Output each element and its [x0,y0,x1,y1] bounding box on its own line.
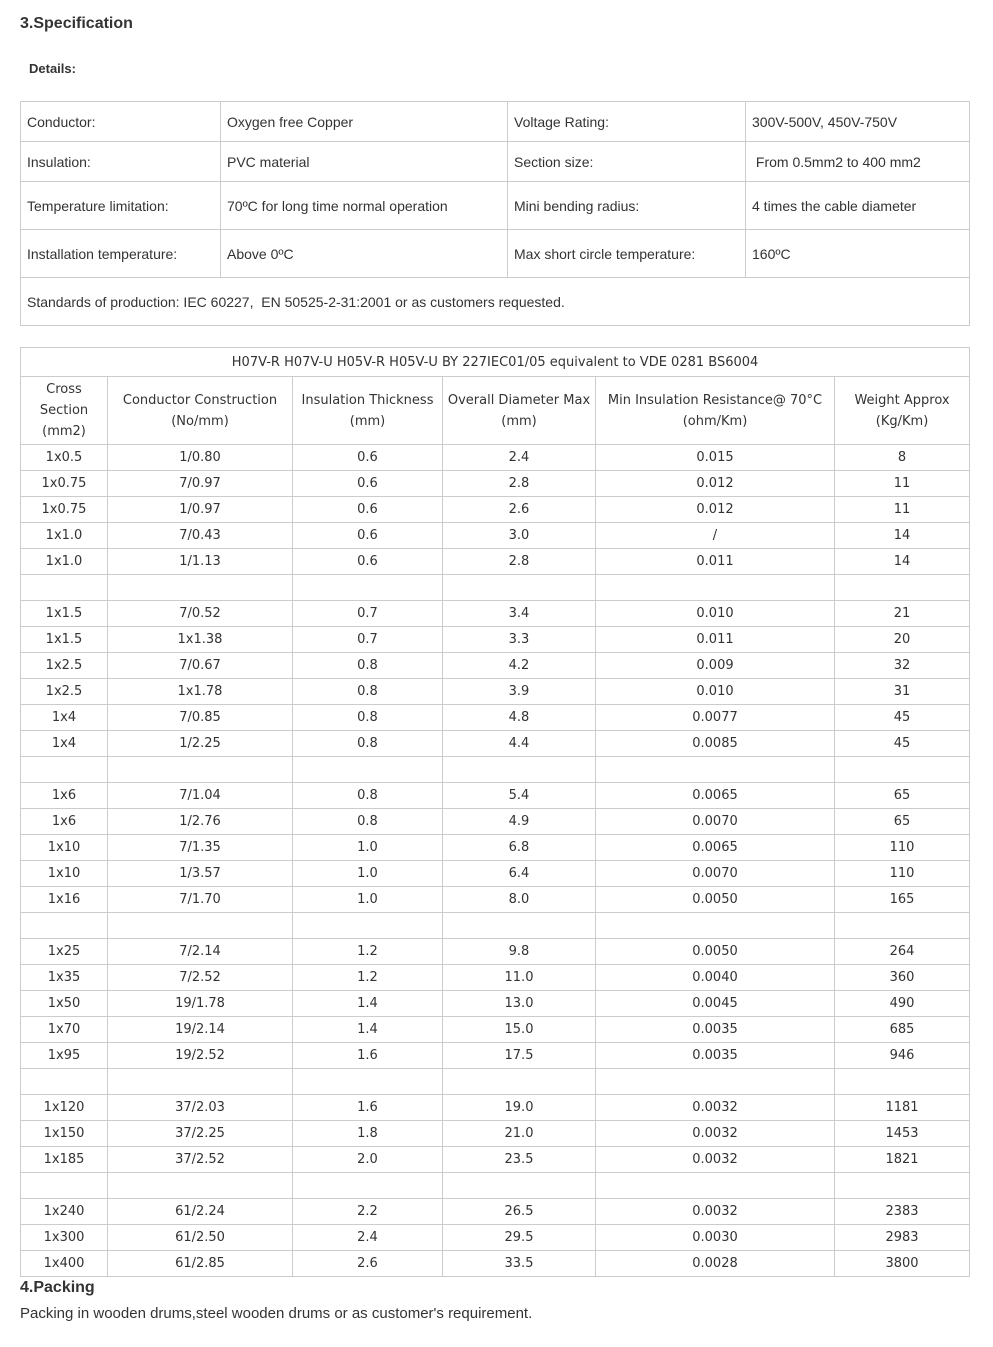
insulation-thickness-cell: 0.8 [293,653,443,679]
cross-section-cell: 1x4 [21,731,108,757]
insulation-thickness-cell: 1.2 [293,965,443,991]
overall-diameter-cell: 3.3 [443,627,596,653]
min-insulation-resistance-cell: 0.0028 [596,1251,835,1277]
spec-row [21,627,970,653]
spec-row [21,1043,970,1069]
min-insulation-resistance-cell: 0.010 [596,601,835,627]
standards-text: Standards of production: IEC 60227, EN 50525-2-31:2001 or as customers requested. [21,278,970,326]
min-insulation-resistance-cell: 0.009 [596,653,835,679]
empty-cell [835,757,970,783]
overall-diameter-cell: 2.4 [443,445,596,471]
cross-section-cell: 1x10 [21,835,108,861]
weight-cell: 20 [835,627,970,653]
insulation-thickness-cell: 2.0 [293,1147,443,1173]
insulation-thickness-cell: 1.2 [293,939,443,965]
min-insulation-resistance-cell: 0.0065 [596,783,835,809]
min-insulation-resistance-cell: 0.0070 [596,861,835,887]
min-insulation-resistance-cell: 0.0045 [596,991,835,1017]
spec-row [21,835,970,861]
spec-row [21,731,970,757]
weight-cell: 110 [835,835,970,861]
conductor-construction-cell: 1x1.78 [108,679,293,705]
empty-cell [835,575,970,601]
spec-row [21,887,970,913]
spec-row [21,965,970,991]
empty-cell [596,575,835,601]
conductor-construction-cell: 19/1.78 [108,991,293,1017]
cross-section-cell: 1x400 [21,1251,108,1277]
temperature-limitation-value: 70ºC for long time normal operation [221,182,508,230]
overall-diameter-cell: 2.8 [443,471,596,497]
weight-cell: 14 [835,523,970,549]
weight-cell: 3800 [835,1251,970,1277]
insulation-thickness-cell: 1.8 [293,1121,443,1147]
overall-diameter-cell: 3.9 [443,679,596,705]
min-insulation-resistance-cell: 0.0030 [596,1225,835,1251]
cross-section-cell: 1x0.75 [21,471,108,497]
conductor-construction-cell: 7/0.52 [108,601,293,627]
weight-cell: 1821 [835,1147,970,1173]
min-insulation-resistance-cell: 0.011 [596,549,835,575]
min-insulation-resistance-cell: 0.012 [596,471,835,497]
conductor-construction-cell: 1x1.38 [108,627,293,653]
spec-row [21,549,970,575]
weight-cell: 165 [835,887,970,913]
empty-cell [21,913,108,939]
min-insulation-resistance-cell: 0.0035 [596,1017,835,1043]
header-weight: Weight Approx (Kg/Km) [835,377,970,445]
empty-cell [21,757,108,783]
weight-cell: 110 [835,861,970,887]
overall-diameter-cell: 5.4 [443,783,596,809]
conductor-construction-cell: 1/0.97 [108,497,293,523]
min-insulation-resistance-cell: 0.0077 [596,705,835,731]
weight-cell: 2383 [835,1199,970,1225]
weight-cell: 45 [835,731,970,757]
insulation-thickness-cell: 1.4 [293,1017,443,1043]
section-size-value: From 0.5mm2 to 400 mm2 [746,142,970,182]
empty-cell [293,575,443,601]
spec-table [20,347,970,1277]
insulation-thickness-cell: 0.6 [293,471,443,497]
conductor-construction-cell: 1/2.76 [108,809,293,835]
header-insulation-thickness: Insulation Thickness (mm) [293,377,443,445]
overall-diameter-cell: 3.4 [443,601,596,627]
weight-cell: 14 [835,549,970,575]
overall-diameter-cell: 4.2 [443,653,596,679]
empty-cell [596,1173,835,1199]
overall-diameter-cell: 6.4 [443,861,596,887]
cross-section-cell: 1x16 [21,887,108,913]
details-row [21,182,970,230]
spec-row [21,1147,970,1173]
empty-cell [443,575,596,601]
spec-caption-row [21,348,970,377]
spec-row [21,705,970,731]
min-insulation-resistance-cell: 0.0040 [596,965,835,991]
weight-cell: 11 [835,497,970,523]
min-insulation-resistance-cell: 0.0070 [596,809,835,835]
weight-cell: 45 [835,705,970,731]
packing-title: 4.Packing [20,1279,95,1296]
overall-diameter-cell: 9.8 [443,939,596,965]
min-insulation-resistance-cell: 0.0050 [596,887,835,913]
cross-section-cell: 1x150 [21,1121,108,1147]
min-insulation-resistance-cell: 0.0050 [596,939,835,965]
spec-spacer-row [21,575,970,601]
insulation-thickness-cell: 0.8 [293,783,443,809]
min-insulation-resistance-cell: / [596,523,835,549]
conductor-construction-cell: 61/2.24 [108,1199,293,1225]
details-row [21,142,970,182]
spec-spacer-row [21,1069,970,1095]
header-conductor-construction: Conductor Construction (No/mm) [108,377,293,445]
insulation-thickness-cell: 1.0 [293,861,443,887]
conductor-construction-cell: 61/2.85 [108,1251,293,1277]
cross-section-cell: 1x240 [21,1199,108,1225]
spec-body [21,445,970,1277]
overall-diameter-cell: 2.8 [443,549,596,575]
spec-row [21,1251,970,1277]
insulation-thickness-cell: 1.6 [293,1043,443,1069]
spec-row [21,1017,970,1043]
empty-cell [108,1069,293,1095]
cross-section-cell: 1x25 [21,939,108,965]
empty-cell [21,1069,108,1095]
min-insulation-resistance-cell: 0.0065 [596,835,835,861]
cross-section-cell: 1x1.5 [21,627,108,653]
overall-diameter-cell: 19.0 [443,1095,596,1121]
weight-cell: 490 [835,991,970,1017]
conductor-construction-cell: 61/2.50 [108,1225,293,1251]
conductor-construction-cell: 1/2.25 [108,731,293,757]
conductor-construction-cell: 37/2.03 [108,1095,293,1121]
cross-section-cell: 1x70 [21,1017,108,1043]
overall-diameter-cell: 4.9 [443,809,596,835]
header-overall-diameter: Overall Diameter Max (mm) [443,377,596,445]
header-min-insulation-resistance: Min Insulation Resistance@ 70°C (ohm/Km) [596,377,835,445]
spec-row [21,1095,970,1121]
spec-row [21,523,970,549]
details-table [20,101,970,326]
temperature-limitation-label: Temperature limitation: [21,182,221,230]
weight-cell: 2983 [835,1225,970,1251]
insulation-thickness-cell: 0.7 [293,601,443,627]
cross-section-cell: 1x185 [21,1147,108,1173]
conductor-label: Conductor: [21,102,221,142]
short-circle-label: Max short circle temperature: [508,230,746,278]
overall-diameter-cell: 3.0 [443,523,596,549]
overall-diameter-cell: 6.8 [443,835,596,861]
overall-diameter-cell: 17.5 [443,1043,596,1069]
conductor-construction-cell: 7/0.67 [108,653,293,679]
short-circle-value: 160ºC [746,230,970,278]
conductor-construction-cell: 19/2.52 [108,1043,293,1069]
overall-diameter-cell: 29.5 [443,1225,596,1251]
insulation-thickness-cell: 0.6 [293,497,443,523]
insulation-thickness-cell: 0.6 [293,549,443,575]
voltage-value: 300V-500V, 450V-750V [746,102,970,142]
weight-cell: 11 [835,471,970,497]
weight-cell: 65 [835,809,970,835]
insulation-thickness-cell: 2.6 [293,1251,443,1277]
empty-cell [443,757,596,783]
empty-cell [293,1173,443,1199]
insulation-thickness-cell: 2.2 [293,1199,443,1225]
bending-radius-value: 4 times the cable diameter [746,182,970,230]
details-row [21,102,970,142]
cross-section-cell: 1x2.5 [21,679,108,705]
overall-diameter-cell: 26.5 [443,1199,596,1225]
overall-diameter-cell: 33.5 [443,1251,596,1277]
insulation-thickness-cell: 0.8 [293,809,443,835]
cross-section-cell: 1x1.5 [21,601,108,627]
min-insulation-resistance-cell: 0.0035 [596,1043,835,1069]
insulation-thickness-cell: 1.6 [293,1095,443,1121]
insulation-thickness-cell: 0.7 [293,627,443,653]
weight-cell: 685 [835,1017,970,1043]
overall-diameter-cell: 21.0 [443,1121,596,1147]
empty-cell [21,1173,108,1199]
cross-section-cell: 1x6 [21,783,108,809]
overall-diameter-cell: 15.0 [443,1017,596,1043]
conductor-construction-cell: 1/1.13 [108,549,293,575]
empty-cell [443,1173,596,1199]
min-insulation-resistance-cell: 0.015 [596,445,835,471]
empty-cell [21,575,108,601]
overall-diameter-cell: 11.0 [443,965,596,991]
spec-row [21,679,970,705]
cross-section-cell: 1x95 [21,1043,108,1069]
conductor-construction-cell: 7/1.35 [108,835,293,861]
empty-cell [293,1069,443,1095]
spec-spacer-row [21,757,970,783]
cross-section-cell: 1x50 [21,991,108,1017]
bending-radius-label: Mini bending radius: [508,182,746,230]
insulation-thickness-cell: 1.0 [293,887,443,913]
empty-cell [596,913,835,939]
weight-cell: 264 [835,939,970,965]
weight-cell: 1181 [835,1095,970,1121]
spec-spacer-row [21,1173,970,1199]
cross-section-cell: 1x120 [21,1095,108,1121]
insulation-value: PVC material [221,142,508,182]
spec-row [21,1199,970,1225]
overall-diameter-cell: 4.8 [443,705,596,731]
installation-temperature-label: Installation temperature: [21,230,221,278]
conductor-construction-cell: 1/3.57 [108,861,293,887]
insulation-thickness-cell: 0.8 [293,705,443,731]
spec-row [21,939,970,965]
cross-section-cell: 1x1.0 [21,523,108,549]
min-insulation-resistance-cell: 0.0032 [596,1095,835,1121]
min-insulation-resistance-cell: 0.0032 [596,1121,835,1147]
voltage-label: Voltage Rating: [508,102,746,142]
spec-row [21,601,970,627]
empty-cell [443,1069,596,1095]
spec-caption: H07V-R H07V-U H05V-R H05V-U BY 227IEC01/05 equivalent to VDE 0281 BS6004 [21,348,970,377]
min-insulation-resistance-cell: 0.010 [596,679,835,705]
installation-temperature-value: Above 0ºC [221,230,508,278]
insulation-thickness-cell: 2.4 [293,1225,443,1251]
min-insulation-resistance-cell: 0.012 [596,497,835,523]
spec-row [21,783,970,809]
empty-cell [835,1069,970,1095]
cross-section-cell: 1x4 [21,705,108,731]
insulation-thickness-cell: 0.6 [293,523,443,549]
spec-row [21,809,970,835]
empty-cell [835,1173,970,1199]
insulation-thickness-cell: 0.6 [293,445,443,471]
empty-cell [108,913,293,939]
weight-cell: 946 [835,1043,970,1069]
spec-row [21,1225,970,1251]
conductor-construction-cell: 37/2.25 [108,1121,293,1147]
min-insulation-resistance-cell: 0.011 [596,627,835,653]
min-insulation-resistance-cell: 0.0032 [596,1147,835,1173]
conductor-construction-cell: 7/1.04 [108,783,293,809]
conductor-value: Oxygen free Copper [221,102,508,142]
overall-diameter-cell: 4.4 [443,731,596,757]
spec-row [21,653,970,679]
empty-cell [108,1173,293,1199]
insulation-thickness-cell: 0.8 [293,731,443,757]
empty-cell [293,913,443,939]
overall-diameter-cell: 2.6 [443,497,596,523]
empty-cell [108,757,293,783]
insulation-thickness-cell: 0.8 [293,679,443,705]
overall-diameter-cell: 8.0 [443,887,596,913]
conductor-construction-cell: 7/0.97 [108,471,293,497]
insulation-thickness-cell: 1.0 [293,835,443,861]
spec-row [21,1121,970,1147]
conductor-construction-cell: 7/0.43 [108,523,293,549]
weight-cell: 31 [835,679,970,705]
spec-header-row [21,377,970,445]
empty-cell [596,1069,835,1095]
details-label: Details: [29,61,76,76]
conductor-construction-cell: 19/2.14 [108,1017,293,1043]
overall-diameter-cell: 23.5 [443,1147,596,1173]
details-row [21,230,970,278]
conductor-construction-cell: 7/2.52 [108,965,293,991]
overall-diameter-cell: 13.0 [443,991,596,1017]
spec-row [21,991,970,1017]
cross-section-cell: 1x35 [21,965,108,991]
spec-row [21,471,970,497]
conductor-construction-cell: 7/2.14 [108,939,293,965]
empty-cell [108,575,293,601]
spec-spacer-row [21,913,970,939]
section-size-label: Section size: [508,142,746,182]
packing-text: Packing in wooden drums,steel wooden drums or as customer's requirement. [20,1305,533,1322]
conductor-construction-cell: 1/0.80 [108,445,293,471]
conductor-construction-cell: 7/0.85 [108,705,293,731]
empty-cell [835,913,970,939]
insulation-label: Insulation: [21,142,221,182]
insulation-thickness-cell: 1.4 [293,991,443,1017]
cross-section-cell: 1x10 [21,861,108,887]
section-title: 3.Specification [20,15,133,32]
weight-cell: 65 [835,783,970,809]
empty-cell [596,757,835,783]
empty-cell [293,757,443,783]
weight-cell: 1453 [835,1121,970,1147]
weight-cell: 32 [835,653,970,679]
empty-cell [443,913,596,939]
cross-section-cell: 1x0.75 [21,497,108,523]
conductor-construction-cell: 37/2.52 [108,1147,293,1173]
weight-cell: 21 [835,601,970,627]
spec-row [21,497,970,523]
spec-row [21,445,970,471]
cross-section-cell: 1x300 [21,1225,108,1251]
cross-section-cell: 1x6 [21,809,108,835]
min-insulation-resistance-cell: 0.0085 [596,731,835,757]
weight-cell: 360 [835,965,970,991]
header-cross-section: Cross Section (mm2) [21,377,108,445]
conductor-construction-cell: 7/1.70 [108,887,293,913]
cross-section-cell: 1x2.5 [21,653,108,679]
min-insulation-resistance-cell: 0.0032 [596,1199,835,1225]
details-row [21,278,970,326]
weight-cell: 8 [835,445,970,471]
spec-row [21,861,970,887]
cross-section-cell: 1x0.5 [21,445,108,471]
cross-section-cell: 1x1.0 [21,549,108,575]
